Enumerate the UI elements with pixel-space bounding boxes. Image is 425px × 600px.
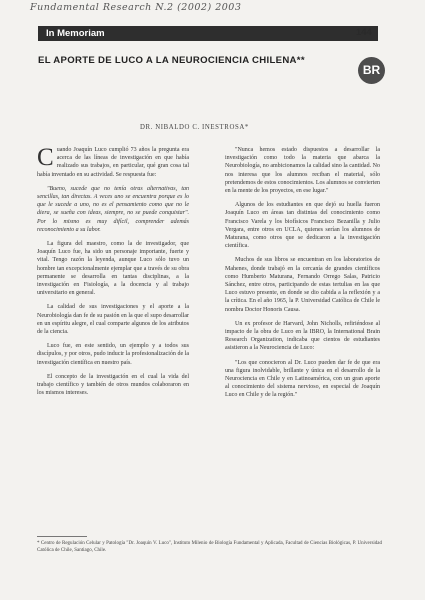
paragraph: Un ex profesor de Harvard, John Nicholls, refiriéndose al impacto de la obra de Luco en la IBRO, la International Brain Research Organization, indicaba que cientos de estudiantes asistieron a la Neurociencia de Luco: — [225, 320, 380, 352]
section-title: In Memoriam — [46, 28, 105, 39]
footnote: * Centro de Regulación Celular y Patología "Dr. Joaquín V. Luco", Instituto Milenio de Biología Fundamental y Aplicada, Facultad de Ciencias Biológicas, P. Universidad Católica de Chile, Santiago, Chile. — [37, 541, 382, 553]
page-number: 144 — [356, 27, 372, 38]
paragraph: Algunos de los estudiantes en que dejó su huella fueron Joaquín Luco en áreas tan distintas del conocimiento como Francisco Varela y los biofísicos Francisco Bezanilla y Julio Vergara, entre otros en UCLA, quienes serían los alumnos de Maturana, como otros que se dedicaron a la investigación científica. — [225, 202, 380, 250]
section-header-bar — [38, 26, 378, 41]
right-column — [225, 146, 380, 406]
article-title: EL APORTE DE LUCO A LA NEUROCIENCIA CHILENA** — [38, 55, 305, 66]
drop-cap: C — [37, 144, 54, 171]
paragraph-text: uando Joaquín Luco cumplió 73 años la pregunta era acerca de las líneas de investigación en que había realizado sus trabajos, en particular, qué gran cosa tal había inventado en su actividad. Se respuesta fue: — [37, 147, 189, 178]
author-line: DR. NIBALDO C. INESTROSA* — [140, 124, 249, 131]
paragraph: La figura del maestro, como la de investigador, que Joaquín Luco fue, ha sido un personaje importante, fuerte y vital. Tengo razón la leyenda, aunque Luco sólo tuvo un hombre tan excepcionalmente ejemplar que a través de su obra permanente se desarrolla en tantas disciplinas, a la investigación en Fisiología, a la docencia y al trabajo universitario en general. — [37, 241, 189, 297]
paragraph: "Los que conocieron al Dr. Luco pueden dar fe de que era una figura inolvidable, brillante y única en el desarrollo de la Neurociencia en Chile y en Latinoamérica, con un gran aporte al conocimiento del sistema nervioso, en especial de Joaquín Luco en Chile y de la región." — [225, 359, 380, 399]
footnote-divider — [37, 536, 87, 537]
paragraph: Luco fue, en este sentido, un ejemplo y a todos sus discípulos, y por otros, pudo inducir la profesionalización de la investigación científica en nuestro país. — [37, 343, 189, 366]
paragraph: El concepto de la investigación en el cual la vida del trabajo científico y también de otros mundos colaboraron en los mismos intereses. — [37, 373, 189, 397]
left-column — [37, 146, 189, 403]
paragraph: "Bueno, sucede que no tenía otras alternativas, tan sencillas, tan directas. A veces uno se encuentra porque es lo que le sucede a uno, no es el pensamiento como que no le diera, se sueña con ideas, siempre, no se puede conquistar". Por lo mismo es muy difícil, comprender además reconocimiento a su labor. — [37, 185, 189, 233]
journal-logo-badge: BR — [358, 57, 385, 84]
handwritten-note: Fundamental Research N.2 (2002) 2003 — [30, 2, 242, 13]
paragraph: La calidad de sus investigaciones y el aporte a la Neurobiología dan fe de su pasión en la que el supo desarrollar en un espíritu alegre, el cual comparte algunos de los atributos de la ciencia. — [37, 304, 189, 336]
paragraph — [37, 146, 189, 179]
paragraph: Muchos de sus libros se encuentran en los laboratorios de Mahenes, donde trabajó en la cercanía de grandes científicos como Humberto Maturana, Fernando Orrego Salas, Patricio Sánchez, entre otros, participando de estas tertulias en las que Luco estuvo presente, en donde se dio cabida a la reflexión y a la crítica. En el año 1965, la P. Universidad Católica de Chile le nombra Doctor Honoris Causa. — [225, 257, 380, 313]
paragraph: "Nunca hemos estado dispuestos a desarrollar la investigación como todo la materia que abarca la Neurobiología, no ambicionamos la calidad sino la cantidad. No nos interesa que los alumnos reciban el material, sólo pretendemos de estos conocimientos. Los alumnos se convierten en la mente de los proyectos, en ese lugar." — [225, 147, 380, 195]
